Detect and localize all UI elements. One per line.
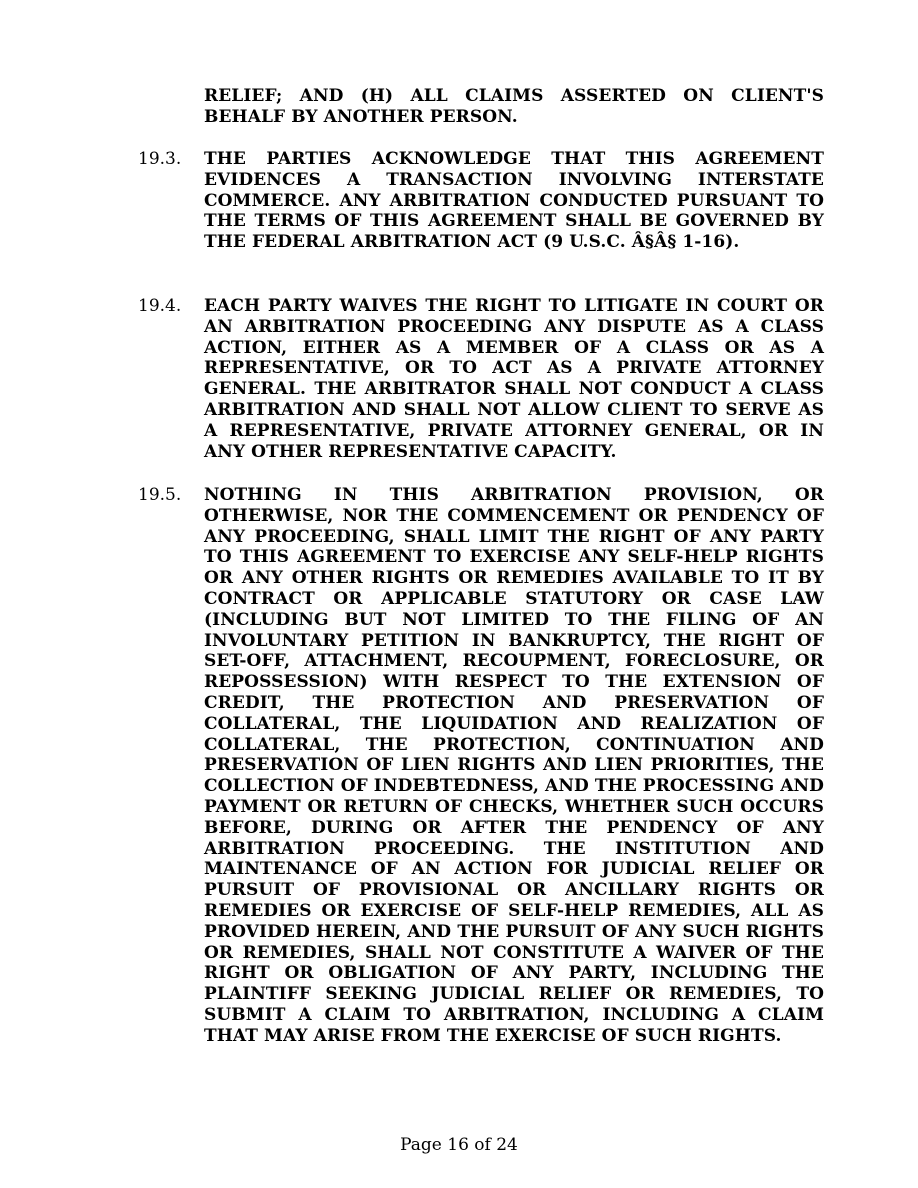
paragraph-continuation [138,86,824,128]
paragraph-number: 19.5. [138,485,182,505]
paragraph-number: 19.3. [138,149,182,169]
paragraph-text: EACH PARTY WAIVES THE RIGHT TO LITIGATE IN COURT OR AN ARBITRATION PROCEEDING ANY DISPUTE AS A CLASS ACTION, EITHER AS A MEMBER OF A CLASS OR AS A REPRESENTATIVE, OR TO ACT AS A PRIVATE ATTORNEY GENERAL. THE ARBITRATOR SHALL NOT CONDUCT A CLASS ARBITRATION AND SHALL NOT ALLOW CLIENT TO SERVE AS A REPRESENTATIVE, PRIVATE ATTORNEY GENERAL, OR IN ANY OTHER REPRESENTATIVE CAPACITY. [204,296,824,462]
paragraph-number: 19.4. [138,296,182,316]
paragraph-19-4 [138,296,824,462]
paragraph-text: RELIEF; AND (H) ALL CLAIMS ASSERTED ON CLIENT'S BEHALF BY ANOTHER PERSON. [204,86,824,127]
paragraph-19-5 [138,485,824,1047]
paragraph-19-3 [138,149,824,253]
page-number-footer: Page 16 of 24 [400,1135,518,1155]
paragraph-text: NOTHING IN THIS ARBITRATION PROVISION, OR OTHERWISE, NOR THE COMMENCEMENT OR PENDENCY OF ANY PROCEEDING, SHALL LIMIT THE RIGHT OF ANY PARTY TO THIS AGREEMENT TO EXERCISE ANY SELF-HELP RIGHTS OR ANY OTHER RIGHTS OR REMEDIES AVAILABLE TO IT BY CONTRACT OR APPLICABLE STATUTORY OR CASE LAW (INCLUDING BUT NOT LIMITED TO THE FILING OF AN INVOLUNTARY PETITION IN BANKRUPTCY, THE RIGHT OF SET-OFF, ATTACHMENT, RECOUPMENT, FORECLOSURE, OR REPOSSESSION) WITH RESPECT TO THE EXTENSION OF CREDIT, THE PROTECTION AND PRESERVATION OF COLLATERAL, THE LIQUIDATION AND REALIZATION OF COLLATERAL, THE PROTECTION, CONTINUATION AND PRESERVATION OF LIEN RIGHTS AND LIEN PRIORITIES, THE COLLECTION OF INDEBTEDNESS, AND THE PROCESSING AND PAYMENT OR RETURN OF CHECKS, WHETHER SUCH OCCURS BEFORE, DURING OR AFTER THE PENDENCY OF ANY ARBITRATION PROCEEDING. THE INSTITUTION AND MAINTENANCE OF AN ACTION FOR JUDICIAL RELIEF OR PURSUIT OF PROVISIONAL OR ANCILLARY RIGHTS OR REMEDIES OR EXERCISE OF SELF-HELP REMEDIES, ALL AS PROVIDED HEREIN, AND THE PURSUIT OF ANY SUCH RIGHTS OR REMEDIES, SHALL NOT CONSTITUTE A WAIVER OF THE RIGHT OR OBLIGATION OF ANY PARTY, INCLUDING THE PLAINTIFF SEEKING JUDICIAL RELIEF OR REMEDIES, TO SUBMIT A CLAIM TO ARBITRATION, INCLUDING A CLAIM THAT MAY ARISE FROM THE EXERCISE OF SUCH RIGHTS. [204,485,824,1046]
paragraph-text: THE PARTIES ACKNOWLEDGE THAT THIS AGREEMENT EVIDENCES A TRANSACTION INVOLVING INTERSTATE COMMERCE. ANY ARBITRATION CONDUCTED PURSUANT TO THE TERMS OF THIS AGREEMENT SHALL BE GOVERNED BY THE FEDERAL ARBITRATION ACT (9 U.S.C. Â§Â§ 1-16). [204,149,824,253]
